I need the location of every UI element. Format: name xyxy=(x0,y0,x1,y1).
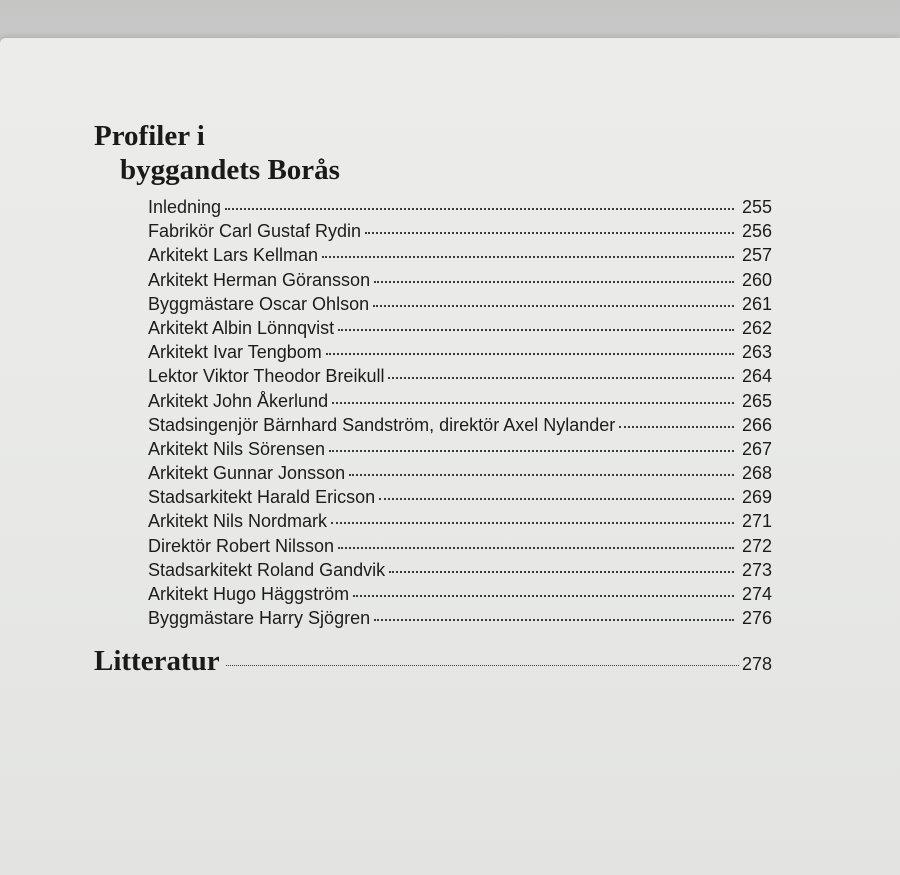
toc-entry-page: 265 xyxy=(741,390,772,411)
toc-entry-label: Arkitekt Hugo Häggström xyxy=(148,584,350,604)
toc-entry-label: Byggmästare Harry Sjögren xyxy=(148,608,371,629)
toc-entry-sorensen xyxy=(148,439,772,463)
toc-entry-label: Inledning xyxy=(148,197,222,217)
toc-entry-jonsson xyxy=(148,463,772,487)
toc-entry-label: Lektor Viktor Theodor Breikull xyxy=(148,366,385,387)
toc-entry-ericson xyxy=(148,487,772,511)
toc-entry-page: 266 xyxy=(741,414,772,435)
toc-entry-label: Arkitekt Ivar Tengbom xyxy=(148,342,322,363)
dot-leader xyxy=(379,497,734,500)
dot-leader xyxy=(329,449,734,452)
dot-leader xyxy=(331,521,734,524)
dot-leader xyxy=(226,665,739,666)
dot-leader xyxy=(349,473,734,476)
section-title-line-2: byggandets Borås xyxy=(120,154,340,186)
toc-entry-goransson xyxy=(148,270,772,294)
toc-entry-sjogren xyxy=(148,608,772,632)
toc-entry-nilsson xyxy=(148,536,772,560)
toc-entry-label: Arkitekt Nils Nordmark xyxy=(148,511,328,532)
toc-entry-page: 262 xyxy=(741,317,772,338)
toc-entry-label: Direktör Robert Nilsson xyxy=(148,535,335,556)
dot-leader xyxy=(326,352,734,355)
dot-leader xyxy=(338,328,734,331)
toc-entry-inledning xyxy=(148,197,772,221)
toc-entry-haggstrom xyxy=(148,584,772,608)
dot-leader xyxy=(388,376,734,379)
toc-entry-label: Arkitekt Gunnar Jonsson xyxy=(148,463,346,484)
toc-entry-litteratur xyxy=(94,645,772,678)
toc-entry-label: Stadsingenjör Bärnhard Sandström, direktör Axel Nylander xyxy=(148,414,616,435)
toc-entry-label: Stadsarkitekt Harald Ericson xyxy=(148,487,376,508)
dot-leader xyxy=(374,280,734,283)
toc-entry-akerlund xyxy=(148,391,772,415)
toc-entry-label: Stadsarkitekt Roland Gandvik xyxy=(148,559,386,580)
toc-entry-page: 256 xyxy=(741,221,772,242)
dot-leader xyxy=(374,618,734,621)
toc-entry-page: 267 xyxy=(741,438,772,459)
section-title-line-1: Profiler i xyxy=(94,120,205,152)
toc-entry-page: 268 xyxy=(741,463,772,484)
toc-entry-page: 274 xyxy=(741,584,772,604)
toc-entry-sandstrom-nylander xyxy=(148,415,772,439)
toc-entry-page: 264 xyxy=(741,366,772,387)
toc-entry-page: 272 xyxy=(741,535,772,556)
toc-entry-label: Byggmästare Oscar Ohlson xyxy=(148,293,370,314)
toc-entry-gandvik xyxy=(148,560,772,584)
toc-entry-page: 269 xyxy=(741,487,772,508)
toc-entry-nordmark xyxy=(148,511,772,535)
toc-entry-rydin xyxy=(148,221,772,245)
toc-entry-breikull xyxy=(148,366,772,390)
toc-entry-page: 271 xyxy=(741,511,772,532)
dot-leader xyxy=(338,546,734,549)
toc-entry-label: Arkitekt Albin Lönnqvist xyxy=(148,317,335,338)
dot-leader xyxy=(365,231,734,234)
toc-entry-tengbom xyxy=(148,342,772,366)
toc-entry-page: 263 xyxy=(741,342,772,363)
literature-page: 278 xyxy=(741,654,772,674)
toc-entry-ohlson xyxy=(148,294,772,318)
toc-entry-page: 255 xyxy=(741,197,772,217)
toc-entry-label: Fabrikör Carl Gustaf Rydin xyxy=(148,221,362,242)
toc-entry-label: Arkitekt John Åkerlund xyxy=(148,390,329,411)
toc-entry-kellman xyxy=(148,245,772,269)
toc-entry-label: Arkitekt Herman Göransson xyxy=(148,269,371,290)
toc-entry-page: 260 xyxy=(741,269,772,290)
literature-heading: Litteratur xyxy=(94,645,220,677)
dot-leader xyxy=(322,255,734,258)
dot-leader xyxy=(619,425,734,428)
toc-entry-page: 257 xyxy=(741,245,772,266)
dot-leader xyxy=(389,570,734,573)
dot-leader xyxy=(225,207,734,210)
toc-entry-page: 276 xyxy=(741,608,772,629)
dot-leader xyxy=(353,594,734,597)
toc-entry-page: 261 xyxy=(741,293,772,314)
dot-leader xyxy=(332,401,734,404)
toc-entry-lonnqvist xyxy=(148,318,772,342)
dot-leader xyxy=(373,304,734,307)
toc-entry-label: Arkitekt Nils Sörensen xyxy=(148,438,326,459)
table-of-contents xyxy=(148,197,772,632)
toc-entry-label: Arkitekt Lars Kellman xyxy=(148,245,319,266)
toc-entry-page: 273 xyxy=(741,559,772,580)
